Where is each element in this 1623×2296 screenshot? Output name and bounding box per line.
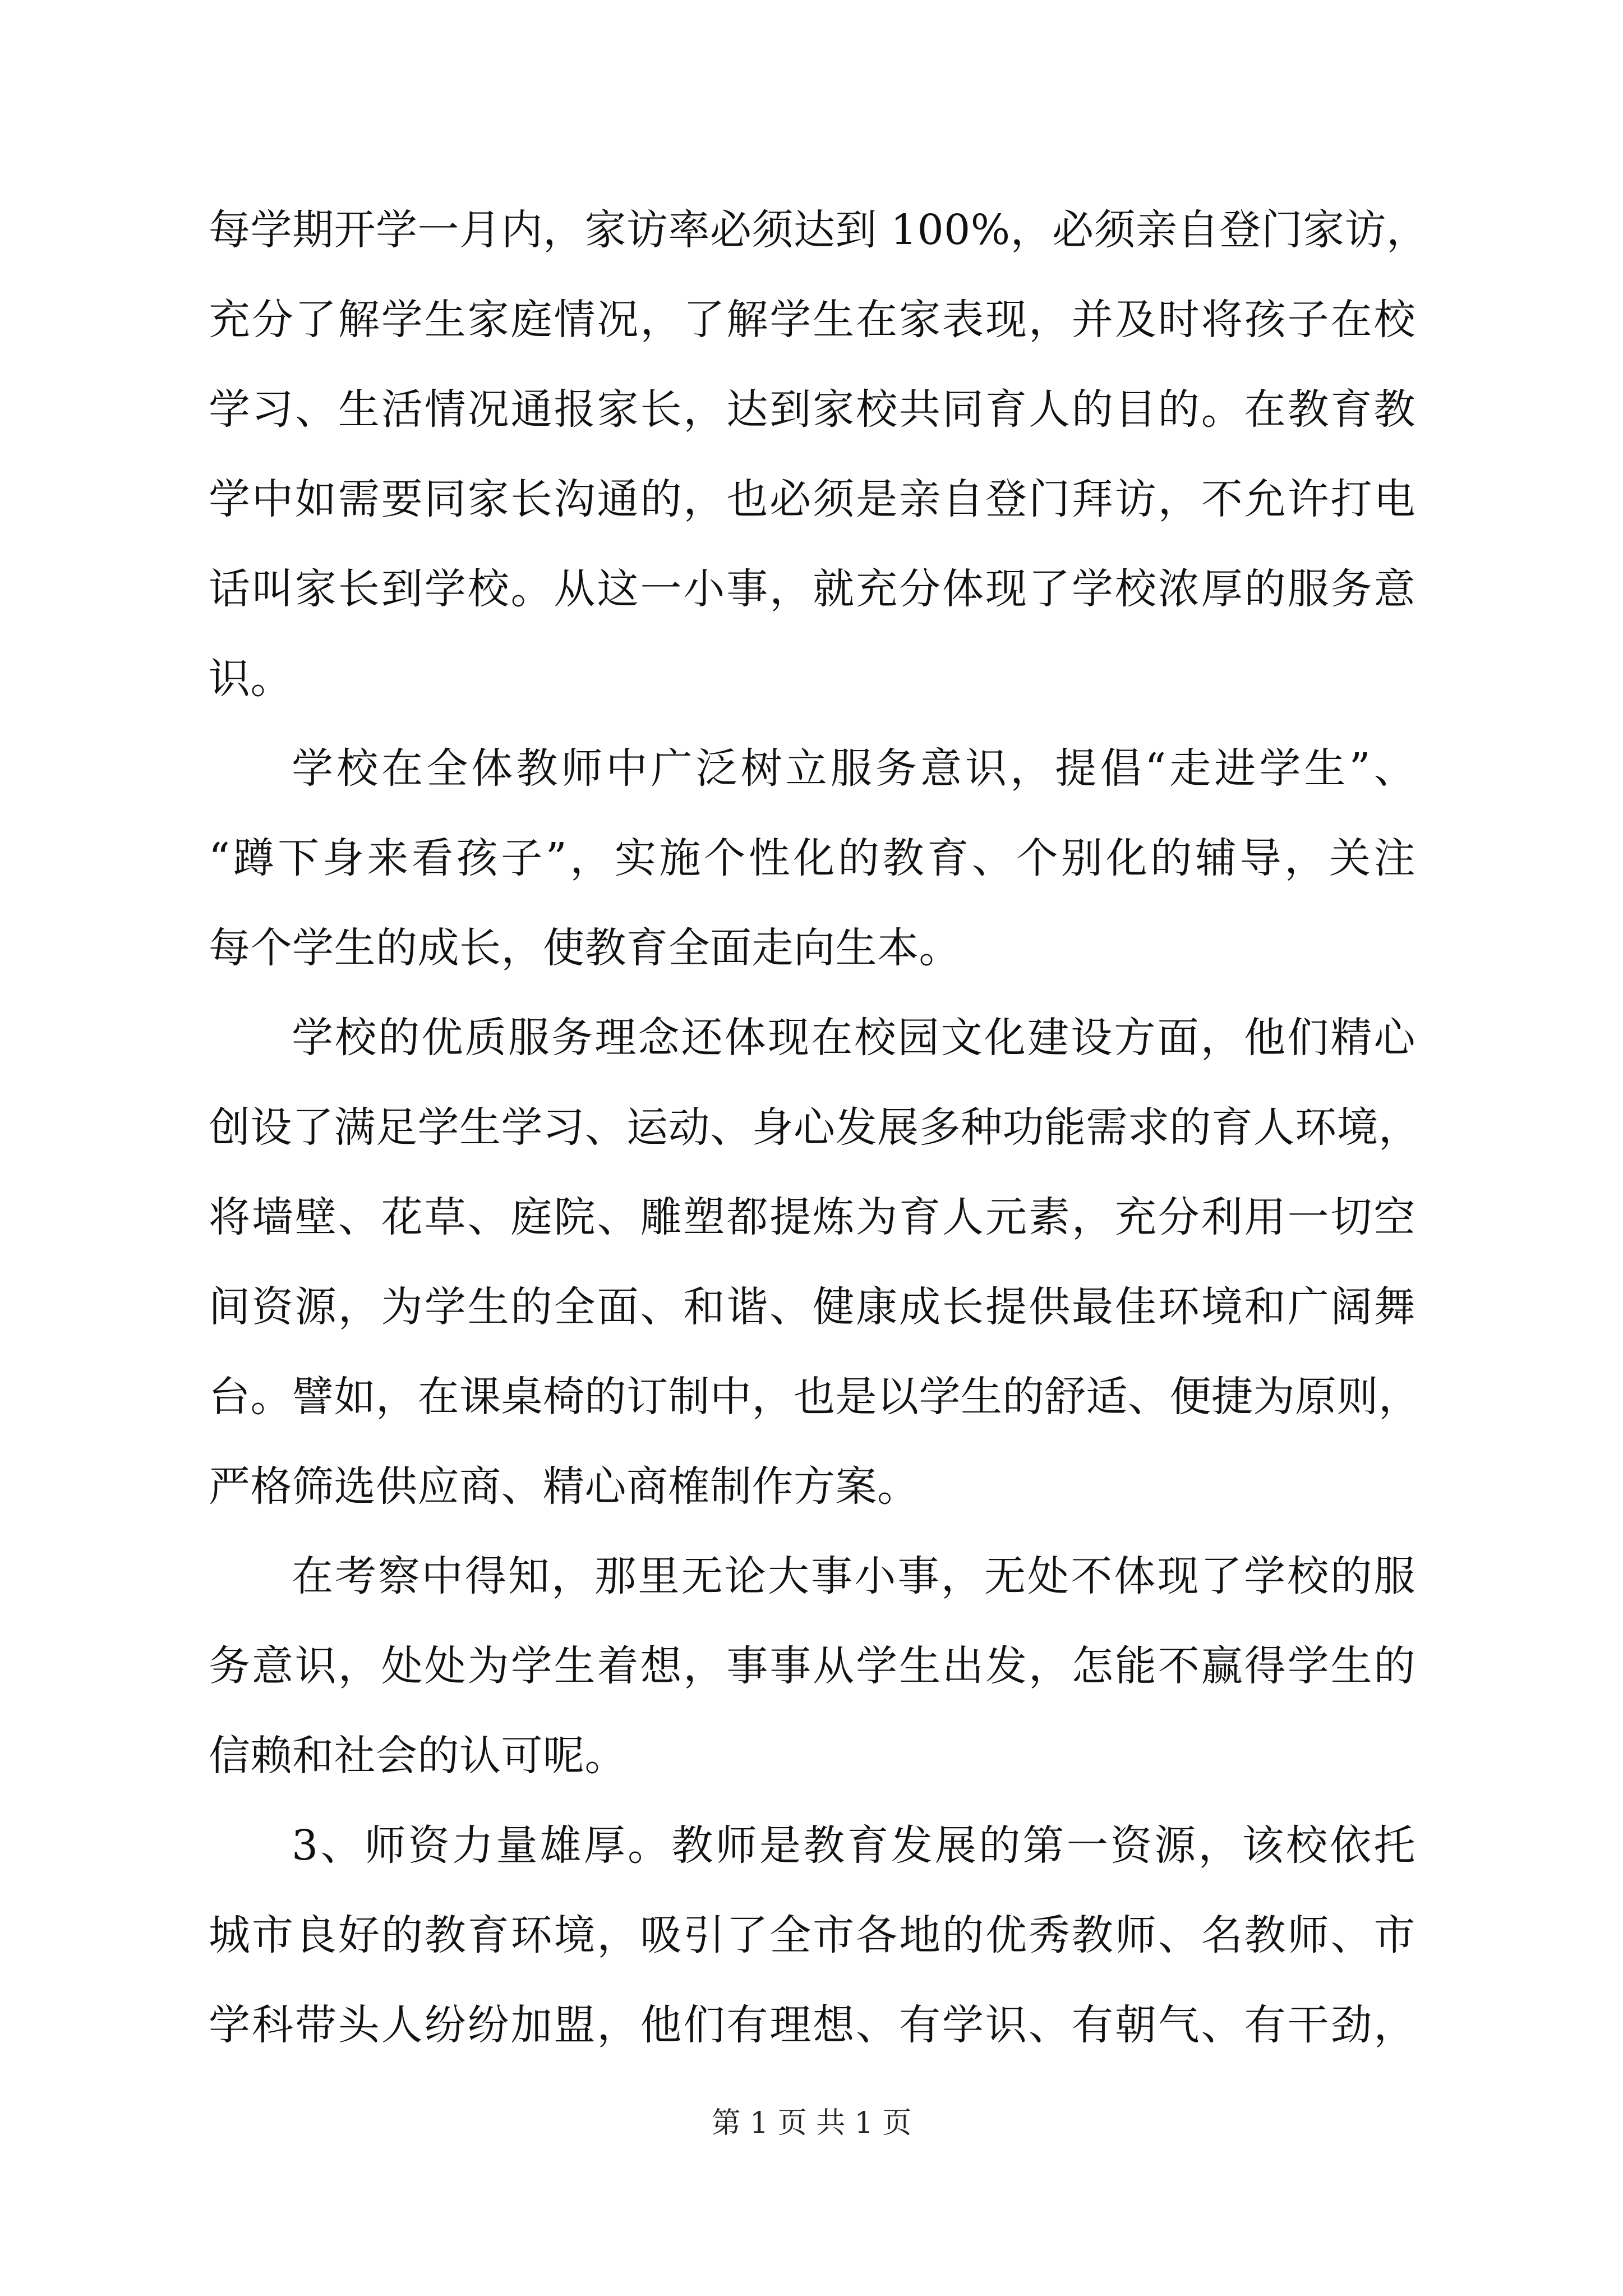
text-line: 学中如需要同家长沟通的，也必须是亲自登门拜访，不允许打电 [209,475,1415,523]
text-line: 城市良好的教育环境，吸引了全市各地的优秀教师、名教师、市 [209,1911,1415,1959]
text-line: 3、师资力量雄厚。教师是教育发展的第一资源，该校依托 [292,1821,1415,1870]
text-line: 学习、生活情况通报家长，达到家校共同育人的目的。在教育教 [209,385,1415,434]
text-line: 学校的优质服务理念还体现在校园文化建设方面，他们精心 [292,1014,1415,1062]
text-line: 严格筛选供应商、精心商榷制作方案。 [209,1462,919,1511]
text-line: 间资源，为学生的全面、和谐、健康成长提供最佳环境和广阔舞 [209,1283,1415,1331]
page-number-label: 第 1 页 共 1 页 [711,2106,912,2140]
document-body [209,0,1428,2053]
text-line: 学校在全体教师中广泛树立服务意识，提倡“走进学生”、 [292,744,1415,793]
text-line: 充分了解学生家庭情况，了解学生在家表现，并及时将孩子在校 [209,296,1415,344]
text-line: 每学期开学一月内，家访率必须达到 100%，必须亲自登门家访， [209,206,1428,254]
text-line: “蹲下身来看孩子”，实施个性化的教育、个别化的辅导，关注 [209,834,1415,882]
text-line: 每个学生的成长，使教育全面走向生本。 [209,924,961,972]
text-line: 识。 [209,655,292,703]
text-line: 台。譬如，在课桌椅的订制中，也是以学生的舒适、便捷为原则， [209,1373,1421,1421]
text-line: 创设了满足学生学习、运动、身心发展多种功能需求的育人环境， [209,1103,1421,1152]
text-line: 信赖和社会的认可呢。 [209,1732,626,1780]
text-line: 学科带头人纷纷加盟，他们有理想、有学识、有朝气、有干劲， [209,2001,1415,2049]
text-line: 话叫家长到学校。从这一小事，就充分体现了学校浓厚的服务意 [209,565,1415,613]
text-line: 务意识，处处为学生着想，事事从学生出发，怎能不赢得学生的 [209,1642,1415,1690]
text-line: 在考察中得知，那里无论大事小事，无处不体现了学校的服 [292,1552,1415,1600]
text-line: 将墙壁、花草、庭院、雕塑都提炼为育人元素，充分利用一切空 [209,1193,1415,1241]
page-footer [0,2098,1623,2148]
